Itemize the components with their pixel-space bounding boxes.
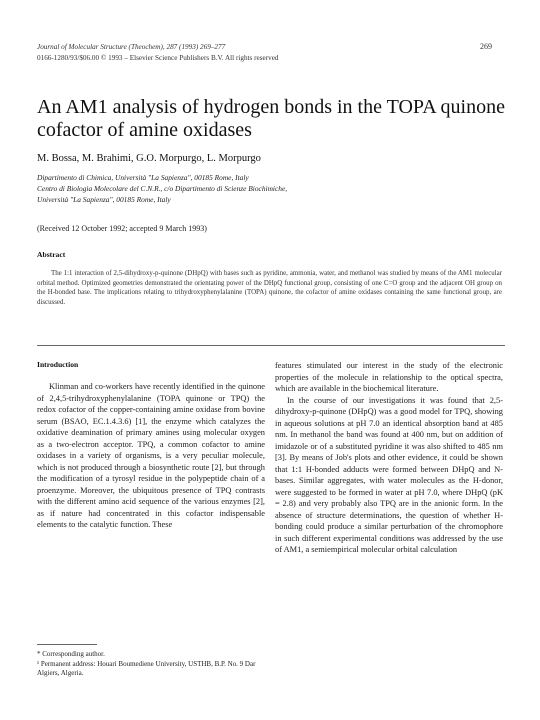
section-divider [37,345,505,346]
affiliations [37,172,507,205]
journal-header [37,42,457,64]
body-paragraph: In the course of our investigations it was found that 2,5-dihydroxy-p-quinone (DHpQ) was a good model for TPQ, showing in aqueous solutions at pH 7.0 an identical absorption band at 485 nm. In methanol the band was found at 400 nm, but on addition of imidazole or of a substituted pyridine it was also shifted to 485 nm [3]. By means of Job's plots and other evidence, it could be shown that 1:1 H-bonded adducts were formed between DHpQ and N-bases. Similar aggregates, with water molecules as the H-donor, were suggested to be formed in water at pH 7.0, where DHpQ (pK = 2.8) and very probably also TPQ are in the anionic form. In the absence of structure determinations, the question of whether H-bonding could produce a similar perturbation of the chromophore in such different experimental conditions was addressed by the use of AM1, a semiempirical molecular orbital calculation [275,395,503,554]
page-number: 269 [480,42,492,51]
right-column [275,360,503,556]
issn-line: 0166-1280/93/$06.00 © 1993 – Elsevier Science Publishers B.V. All rights reserved [37,54,279,62]
body-paragraph: features stimulated our interest in the study of the electronic properties of the molecule in relationship to the optical spectra, which are available in the biochemical literature. [275,361,503,393]
article-title: An AM1 analysis of hydrogen bonds in the TOPA quinone cofactor of amine oxidases [37,96,505,141]
section-heading: Introduction [37,360,79,369]
journal-citation: Journal of Molecular Structure (Theochem), 287 (1993) 269–277 [37,43,226,51]
left-column [37,360,265,531]
affiliation-line: Dipartimento di Chimica, Università "La Sapienza", 00185 Rome, Italy [37,173,249,182]
footnote: * Corresponding author. [37,650,105,658]
footnotes [37,650,265,679]
abstract-heading: Abstract [37,250,66,259]
affiliation-line: Centro di Biologia Molecolare del C.N.R., c/o Dipartimento di Scienze Biochimiche, [37,184,288,193]
body-paragraph: Klinman and co-workers have recently identified in the quinone of 2,4,5-trihydroxyphenylalanine (TOPA quinone or TPQ) the redox cofactor of the copper-containing amine oxidase from bovine serum (BSAO, EC.1.4.3.6) [1], the enzyme which catalyzes the oxidative deamination of primary amines using molecular oxygen as a two-electron acceptor. TPQ, a common cofactor to amine oxidases in a variety of organisms, is a very peculiar molecule, which is not produced through a biosynthetic route [2], but through the modification of a tyrosyl residue in the polypeptide chain of a proenzyme. Moreover, the ubiquitous presence of TPQ contrasts with the different amino acid sequence of the various enzymes [2], as if nature had concentrated in this cofactor indispensable elements to the catalytic function. These [37,382,265,529]
author-list: M. Bossa, M. Brahimi, G.O. Morpurgo, L. Morpurgo [37,153,261,164]
abstract-text: The 1:1 interaction of 2,5-dihydroxy-p-quinone (DHpQ) with bases such as pyridine, ammonia, water, and methanol was studied by means of the AM1 molecular orbital method. Optimized geometries demonstrated the orientating power of the DHpQ functional group, consisting of one C=O group and the adjacent OH group on the H-bonded base. The implications relating to trihydroxyphenylalanine (TOPA) quinone, the cofactor of amine oxidases containing the same functional group, are discussed. [37,270,502,306]
received-dates: (Received 12 October 1992; accepted 9 March 1993) [37,224,207,233]
footnote-divider [37,644,97,645]
affiliation-line: Università "La Sapienza", 00185 Rome, Italy [37,195,171,204]
footnote: ¹ Permanent address: Houari Boumediene University, USTHB, B.P. No. 9 Dar Algiers, Algeria. [37,659,256,678]
